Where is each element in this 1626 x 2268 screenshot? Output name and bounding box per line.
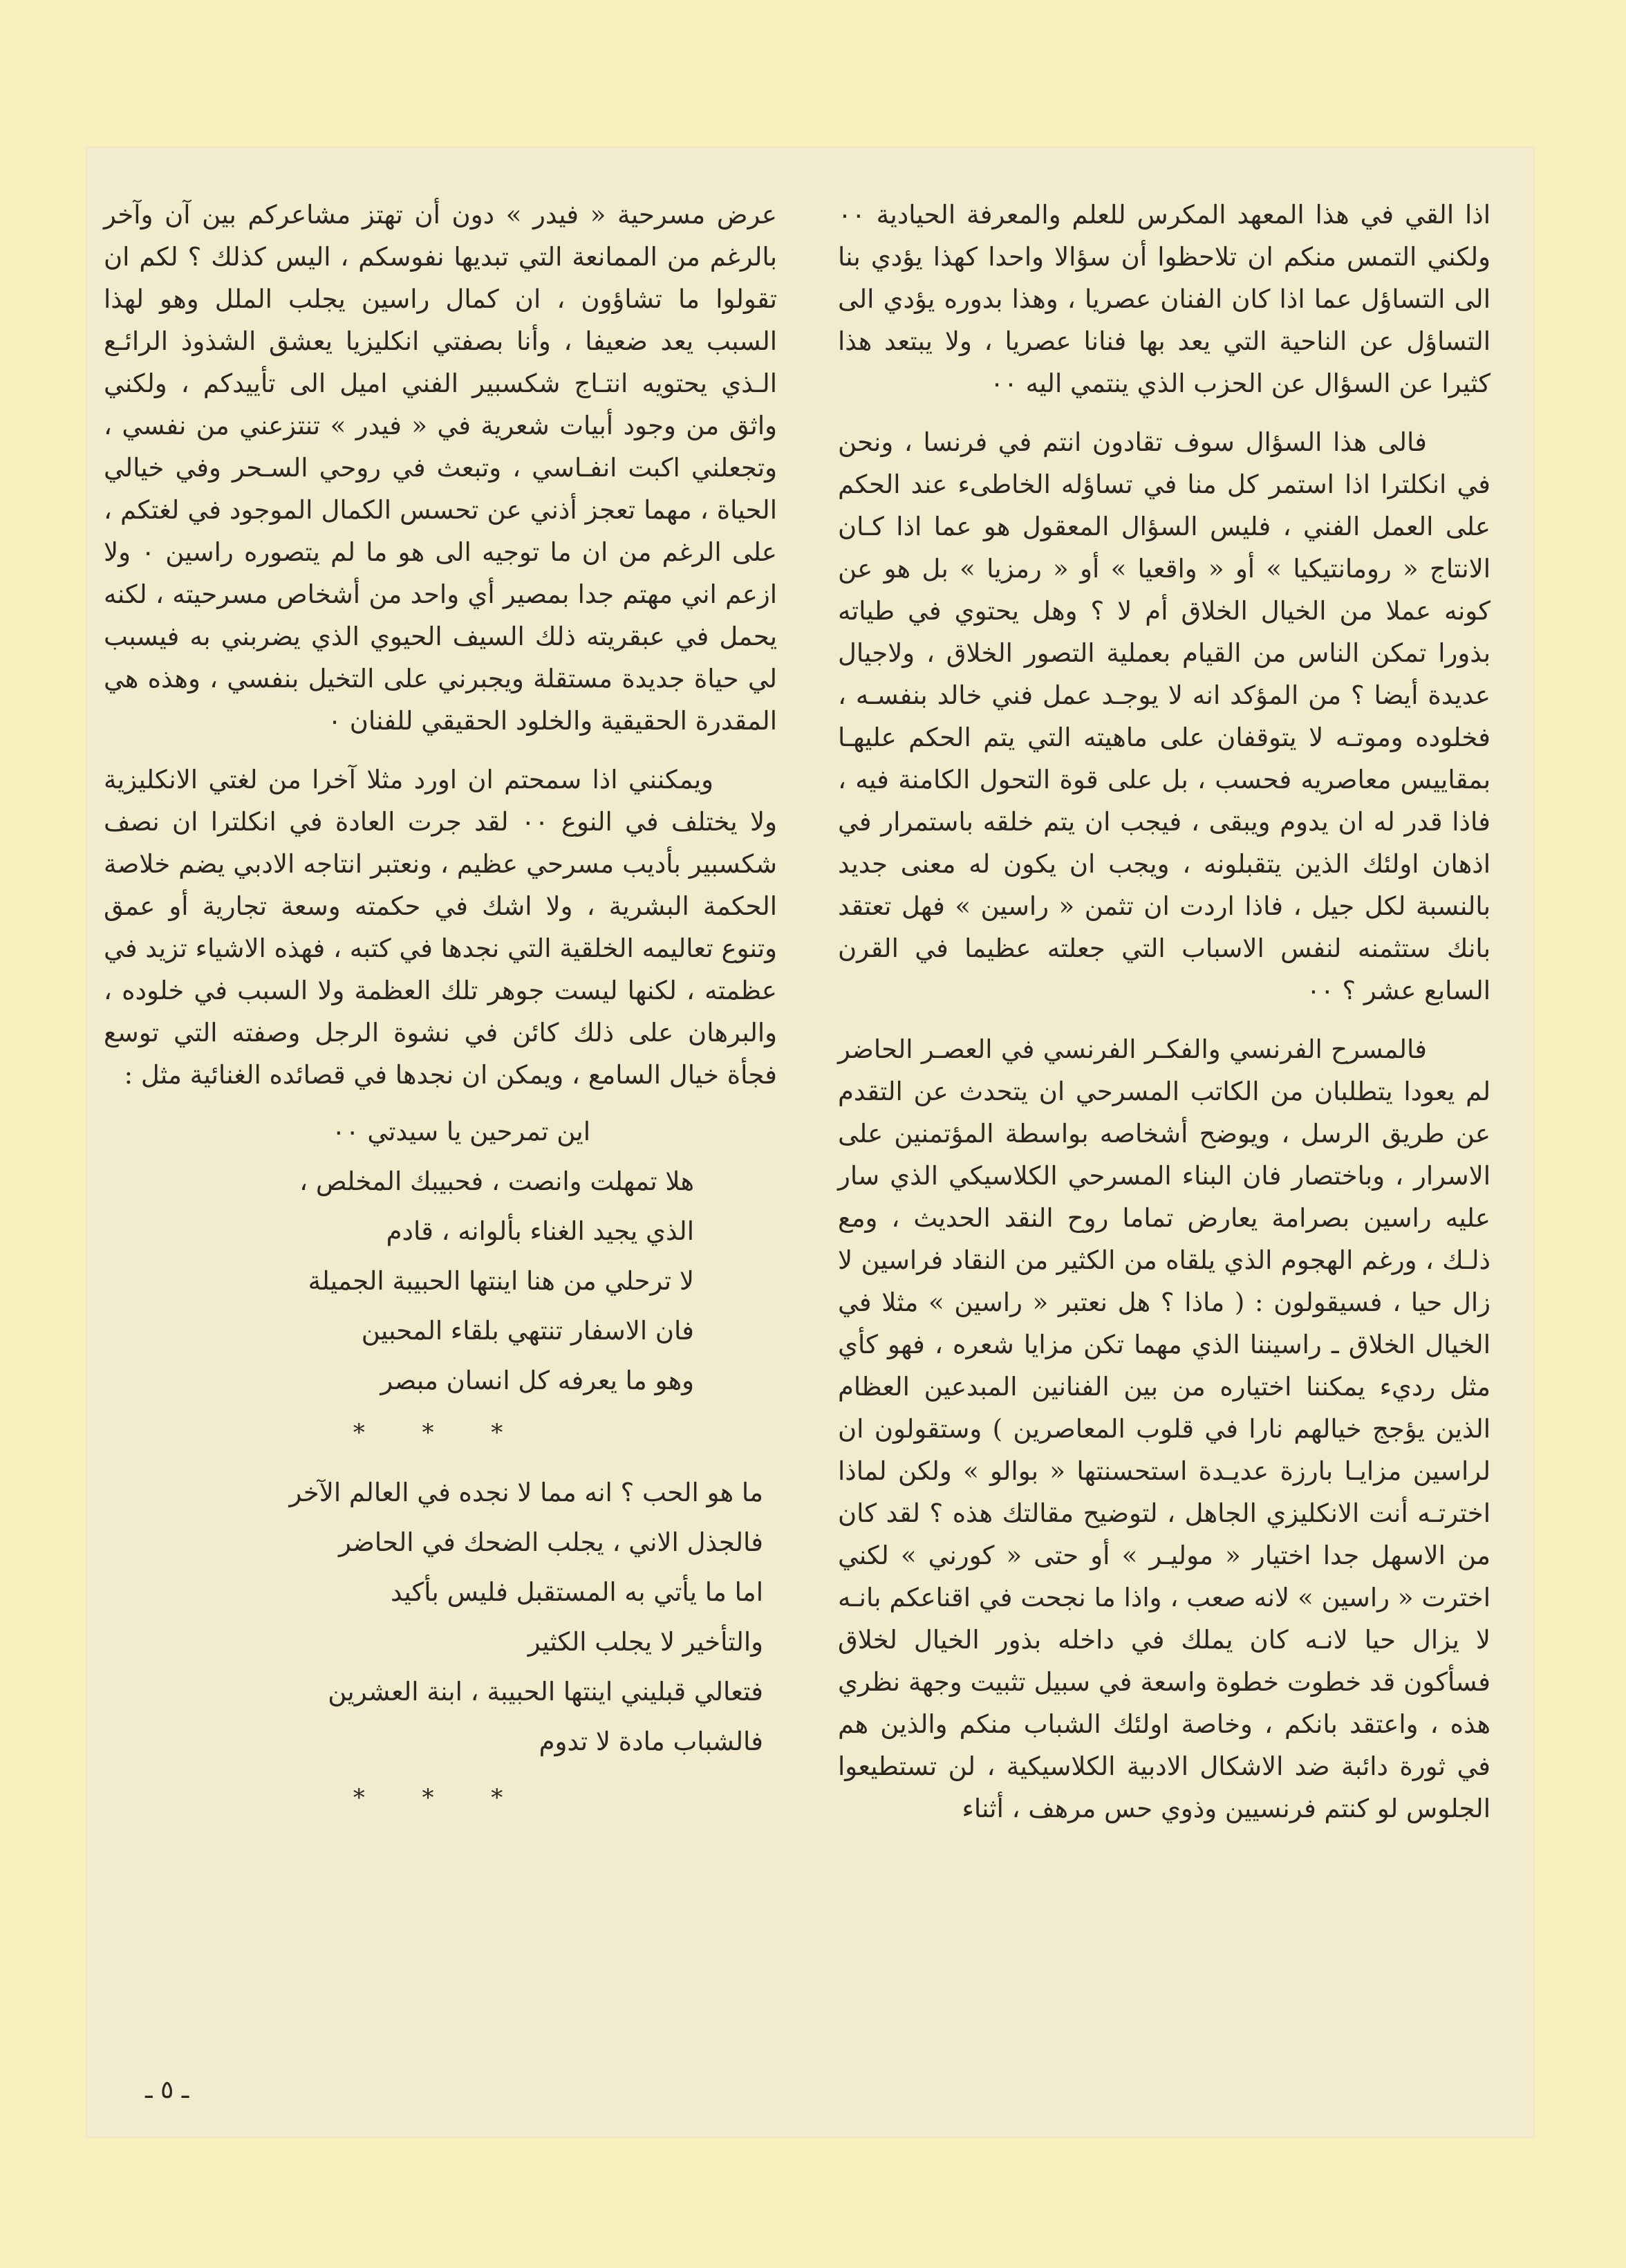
left-paragraph-1: عرض مسرحية « فيدر » دون أن تهتز مشاعركم بين آن وآخر بالرغم من الممانعة التي تبديها نفوسكم ، اليس كذلك ؟ لكم ان تقولوا ما تشاؤون ، ان كمال راسين يجلب الملل وهو لهذا السبب يعد ضعيفا ، وأنا بصفتي انكليزيا يعشق الشذوذ الرائـع الـذي يحتويه انتـاج شكسبير الفني اميل الى تأييدكم ، ولكني واثق من وجود أبيات شعرية في « فيدر » تنتزعني من نفسي ، وتجعلني اكبت انفـاسي ، وتبعث في روحي السـحر وفي خيالي الحياة ، مهما تعجز أذني عن تحسس الكمال الموجود في لغتكم ، على الرغم من ان ما توجيه الى هو ما لم يتصوره راسين ٠ ولا ازعم اني مهتم جدا بمصير أي واحد من أشخاص مسرحيته ، لكنه يحمل في عبقريته ذلك السيف الحيوي الذي يضربني به فيسبب لي حياة جديدة مستقلة ويجبرني على التخيل بنفسي ، وهذه هي المقدرة الحقيقية والخلود الحقيقي للفنان ٠ [104, 200, 777, 736]
verse-line: اما ما يأتي به المستقبل فليس بأكيد [391, 1577, 763, 1607]
right-paragraph-2: فالى هذا السؤال سوف تقادون انتم في فرنسا ، ونحن في انكلترا اذا استمر كل منا في تساؤله الخاطىء عند الحكم على العمل الفني ، فليس السؤال المعقول هو عما اذا كـان الانتاج « رومانتيكيا » أو « واقعيا » أو « رمزيا » بل هو عن كونه عملا من الخيال الخلاق أم لا ؟ وهل يحتوي في طياته بذورا تمكن الناس من القيام بعملية التصور الخلاق ، ولاجيال عديدة أيضا ؟ من المؤكد انه لا يوجـد عمل فني خالد بنفسـه ، فخلوده وموتـه لا يتوقفان على ماهيته التي يتم الحكم عليهـا بمقاييس معاصريه فحسب ، بل على قوة التحول الكامنة فيه ، فاذا قدر له ان يدوم ويبقى ، فيجب ان يتم خلقه باستمرار في اذهان اولئك الذين يتقبلونه ، ويجب ان يكون له معنى جديد بالنسبة لكل جيل ، فاذا اردت ان تثمن « راسين » فهل تعتقد بانك ستثمنه لنفس الاسباب التي جعلته عظيما في القرن السابع عشر ؟ ٠٠ [838, 427, 1490, 1005]
poem-verse-1 [104, 1107, 777, 1406]
right-paragraph-3: فالمسرح الفرنسي والفكـر الفرنسي في العصـر الحاضر لم يعودا يتطلبان من الكاتب المسرحي ان يتحدث عن التقدم عن طريق الرسل ، ويوضح أشخاصه بواسطة المؤتمنين على الاسرار ، وباختصار فان البناء المسرحي الكلاسيكي الذي سار عليه راسين بصرامة يعارض تماما روح النقد الحديث ، ومع ذلـك ، ورغم الهجوم الذي يلقاه من الكثير من النقاد فراسين لا زال حيا ، فسيقولون : ( ماذا ؟ هل نعتبر « راسين » مثلا في الخيال الخلاق ـ راسيننا الذي مهما تكن مزايا شعره ، فهو كأي مثل رديء يمكننا اختياره من بين الفنانين المبدعين العظام الذين يؤجج خيالهم نارا في قلوب المعاصرين ) وستقولون ان لراسين مزايـا بارزة عديـدة استحسنتها « بوالو » ولكن لماذا اخترتـه أنت الانكليزي الجاهل ، لتوضيح مقالتك هذه ؟ لقد كان من الاسهل جدا اختيار « موليـر » أو حتى « كورني » لكني اخترت « راسين » لانه صعب ، واذا ما نجحت في اقناعكم بانـه لا يزال حيا لانـه كان يملك في داخله بذور الخيال لخلاق فسأكون قد خطوت خطوة واسعة في سبيل تثبيت وجهة نظري هذه ، واعتقد بانكم ، وخاصة اولئك الشباب منكم والذين هم في ثورة دائبة ضد الاشكال الادبية الكلاسيكية ، لن تستطيعوا الجلوس لو كنتم فرنسيين وذوي حس مرهف ، أثناء [838, 1034, 1490, 1823]
verse-line: لا ترحلي من هنا اينتها الحبيبة الجميلة [308, 1266, 694, 1296]
verse-line: الذي يجيد الغناء بألوانه ، قادم [386, 1216, 694, 1246]
verse-line: ما هو الحب ؟ انه مما لا نجده في العالم الآخر [289, 1478, 763, 1507]
verse-line: فالجذل الاني ، يجلب الضحك في الحاضر [339, 1527, 763, 1557]
verse-line: هلا تمهلت وانصت ، فحبيبك المخلص ، [299, 1166, 694, 1196]
verse-line: والتأخير لا يجلب الكثير [527, 1627, 763, 1657]
page-number: ـ ٥ ـ [145, 2076, 189, 2104]
stanza-separator: * * * [353, 1419, 528, 1447]
verse-line: وهو ما يعرفه كل انسان مبصر [380, 1366, 694, 1395]
stanza-separator-end: * * * [353, 1784, 528, 1812]
right-column [838, 194, 1490, 1830]
verse-line: فان الاسفار تنتهي بلقاء المحبين [361, 1316, 694, 1346]
verse-line: اين تمرحين يا سيدتي ٠٠ [331, 1117, 590, 1146]
left-paragraph-2: ويمكنني اذا سمحتم ان اورد مثلا آخرا من لغتي الانكليزية ولا يختلف في النوع ٠٠ لقد جرت العادة في انكلترا ان نصف شكسبير بأديب مسرحي عظيم ، ونعتبر انتاجه الادبي يضم خلاصة الحكمة البشرية ، ولا اشك في حكمته وسعة تجارية أو عمق وتنوع تعاليمه الخلقية التي نجدها في كتبه ، فهذه الاشياء تزيد في عظمته ، لكنها ليست جوهر تلك العظمة ولا السبب في خلوده ، والبرهان على ذلك كائن في نشوة الرجل وصفته التي توسع فجأة خيال السامع ، ويمكن ان نجدها في قصائده الغنائية مثل : [104, 765, 777, 1090]
right-paragraph-1: اذا القي في هذا المعهد المكرس للعلم والمعرفة الحيادية ٠٠ ولكني التمس منكم ان تلاحظوا أن سؤالا واحدا كهذا يؤدي بنا الى التساؤل عما اذا كان الفنان عصريا ، وهذا بدوره يؤدي الى التساؤل عن الناحية التي يعد بها فنانا عصريا ، ولا يبتعد هذا كثيرا عن السؤال عن الحزب الذي ينتمي اليه ٠٠ [838, 200, 1490, 398]
left-column [104, 194, 777, 1825]
poem-verse-2 [104, 1468, 777, 1767]
verse-line: فتعالي قبليني اينتها الحبيبة ، ابنة العشرين [328, 1677, 763, 1707]
verse-line: فالشباب مادة لا تدوم [539, 1727, 763, 1756]
